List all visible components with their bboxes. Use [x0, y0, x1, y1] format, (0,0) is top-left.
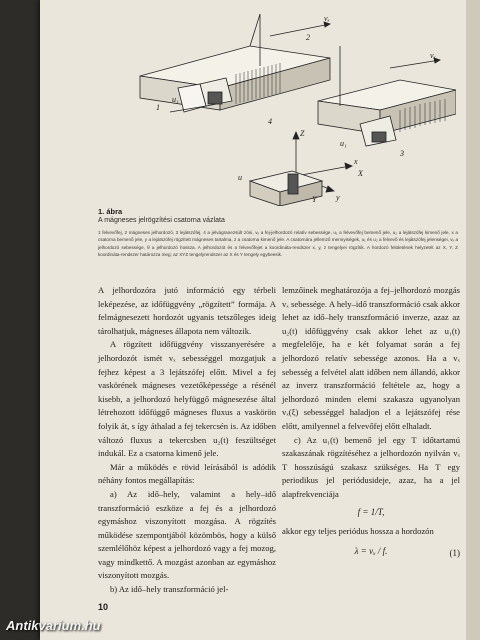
figure-label-2: 2: [306, 33, 310, 42]
wavelength-equation: [282, 545, 460, 559]
recording-channel-diagram: [100, 6, 456, 206]
figure-label-X: X: [358, 169, 363, 178]
watermark-logo: Antikvarium.hu: [6, 618, 101, 633]
figure-label-ul: u₁: [340, 139, 347, 148]
right-text-column: [282, 284, 460, 558]
left-paragraph-1: A jelhordozóra jutó információ egy térbeli leképezése, az időfüggvény „rögzített” formája. A felmágnesezett hordozót ugyanis tetszőleges ideig tárolhatjuk, mágneses állapota nem változik.: [98, 285, 276, 336]
equation-number: (1): [449, 547, 460, 558]
book-page: [40, 0, 480, 640]
left-text-column: [98, 284, 276, 597]
figure-label-y: y: [336, 193, 340, 202]
left-paragraph-3: Már a működés e rövid leírásából is adódik néhány fontos megállapítás:: [98, 461, 276, 486]
figure-label-Y: Y: [312, 195, 317, 204]
left-paragraph-2: A rögzített időfüggvény visszanyerésére a jelhordozót ismét vₓ sebességgel mozgatjuk a fejhez képest a 3 lejátszófej előtt. Mivel a fej vaskörének mágneses vezetőképessége a résénél kisebb, a jelhordozó helyfüggő mágnesezése által létrehozott időfüggő mágneses fluxus a vaskörön folyik át, s így áthalad a fej tekercsén is. Az időben változó fluxus a tekercsben u₂(t) feszültséget indukál. Ez a csatorna kimenő jele.: [98, 339, 276, 459]
left-paragraph-4: a) Az idő–hely, valamint a hely–idő transzformáció eszköze a fej és a jelhordozó egymáshoz viszonyított mozgása. A rögzítés működése szempontjából közömbös, hogy a külső szemlélőhöz képest a jelhordozó vagy a fej mozog, vagy mindkettő. A mozgást azonban az egymáshoz viszonyított mozgás.: [98, 488, 276, 581]
figure-label-vx-top: vₓ: [324, 14, 330, 23]
right-paragraph-2: c) Az u₁(t) bemenő jel egy T időtartamú szakaszának rögzítéséhez a jelhordozón nyilván vₓ T hosszúságú szakasz szükséges. Ha T egy periodikus jel periódusideje, azaz, ha a jel alapfrekvenciája: [282, 434, 460, 499]
figure-caption-subtitle: A mágneses jelrögzítési csatorna vázlata: [98, 217, 225, 224]
figure-label-1: 1: [156, 103, 160, 112]
figure-label-u: u: [238, 173, 242, 182]
figure-label-z: Z: [300, 129, 305, 138]
figure-label-vx-right: vₓ: [430, 51, 436, 60]
figure-label-4: 4: [268, 117, 272, 126]
left-paragraph-5: b) Az idő–hely transzformáció jel-: [110, 584, 229, 595]
figure-label-x: x: [354, 157, 358, 166]
right-paragraph-1: lemzőinek meghatározója a fej–jelhordozó mozgás vₓ sebessége. A hely–idő transzformáció csak akkor lehet az idő–hely transzformáció inverze, azaz az u₂(t) időfüggvény csak akkor lehet az u₁(t) megfelelője, ha e két folyamat során a fej jelhordozó relatív sebessége azonos. Ha a vₓ sebesség a felvétel alatt időben nem állandó, akkor az inverz transzformáció feltétele az, hogy a jelhordozó minden elemi szakasza ugyanolyan vₓ(ξ) sebességgel haladjon el a lejátszófej rése előtt, amilyennel a felvevőfej előtt elhaladt.: [282, 285, 460, 431]
page-edge: [466, 0, 480, 640]
wavelength-formula: λ = vₓ / f.: [354, 545, 388, 556]
figure-legend: 1 felvevőfej, 2 mágneses jelhordozó, 3 lejátszófej, 4 a jelvágranezsúlt zóni, vₓ a fej-jelhordozó relatív sebessége, u₁ a felvevőfej bemenő jele, u₂ a lejátszófej kimenő jele, x a csatorna bemenő jele, y a lejátszófej rögzített mágneses tartalma, z a csatorna kimenő jele. A csatornára jellemző mennyiségek, u₁ és u₂ a felvevő és lejátszófej jelenségei, vₓ a jelhordozó sebessége, θ a jelhordozó hossza. A jelhordozót és a felvevőfejet a koordináta-rendszer x, y, z tengelyei rögzítik. A hordozó felületének helyzetét az X, Y, Z koordináta-rendszer határozza meg; az XYZ tengelyrendszer az X és Y tengely egybeesik.: [98, 230, 458, 258]
figure-caption-title: 1. ábra: [98, 207, 123, 216]
figure-label-u1: u₁: [172, 95, 179, 104]
frequency-formula: f = 1/T,: [357, 506, 385, 517]
figure-label-3: 3: [400, 149, 404, 158]
right-paragraph-3: akkor egy teljes periódus hossza a hordozón: [282, 526, 434, 537]
page-number: 10: [98, 602, 109, 612]
